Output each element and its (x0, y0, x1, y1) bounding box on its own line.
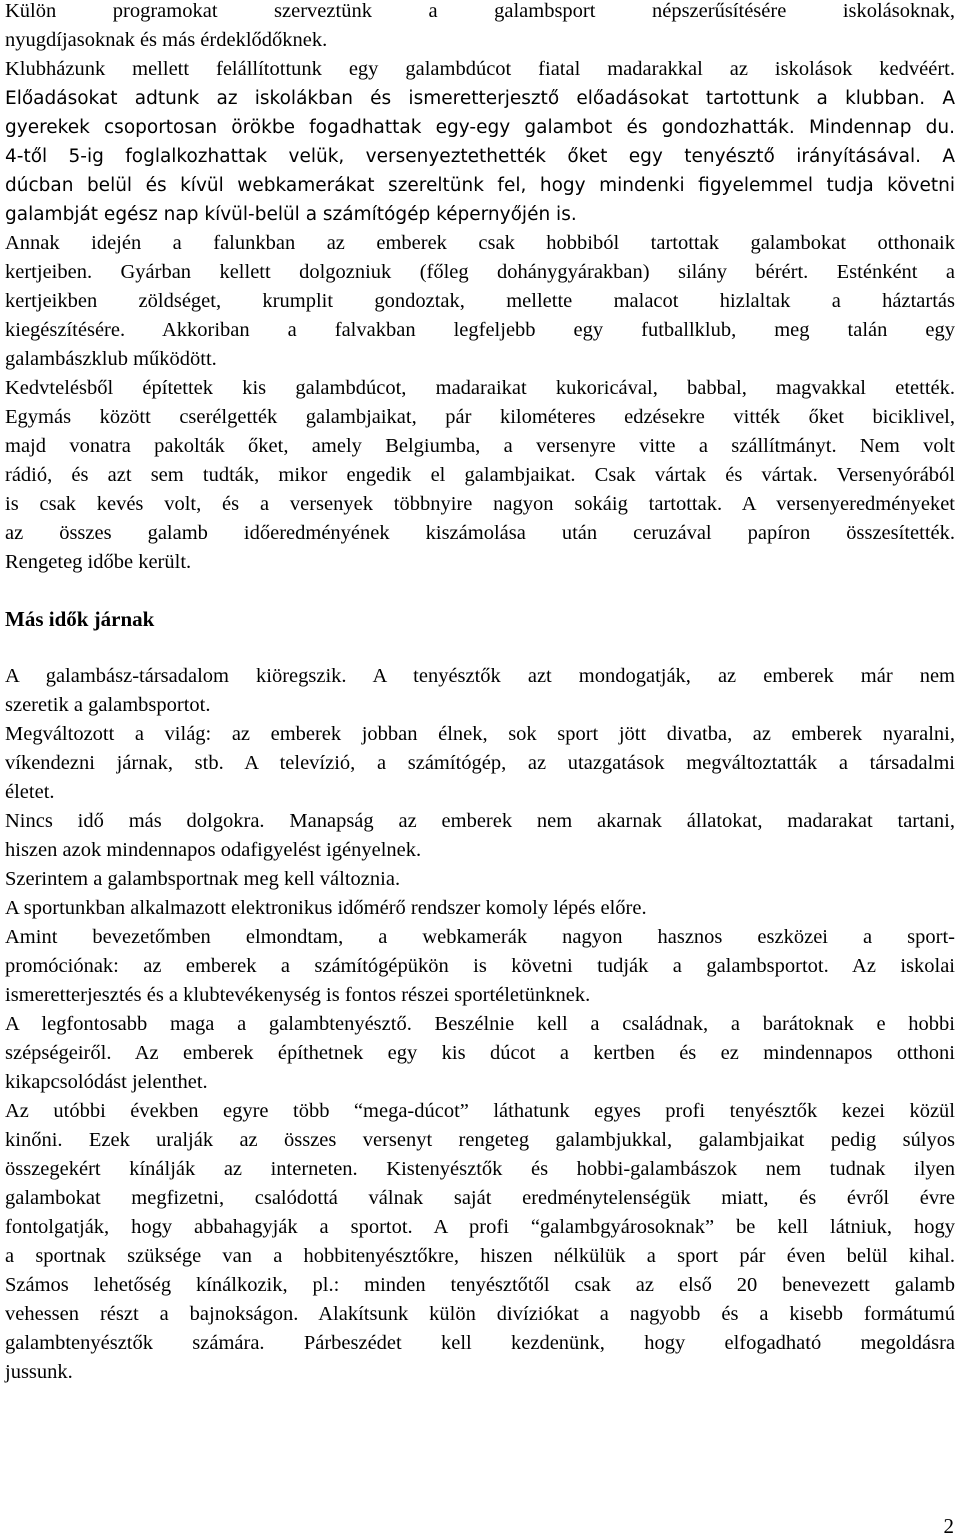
text-line: galambászklub működött. (5, 348, 217, 370)
text-line: Külön programokat szerveztünk a galambsport népszerűsítésére iskolásoknak, (5, 0, 955, 22)
text-line: fontolgatják, hogy abbahagyják a sportot. A profi “galambgyárosoknak” be kell látniuk, hogy (5, 1216, 955, 1238)
section-main (5, 662, 955, 1387)
text-line: összegekért kínálják az interneten. Kistenyésztők és hobbi-galambászok nem tudnak ilyen (5, 1158, 955, 1180)
text-line: kertjeiben. Gyárban kellett dolgozniuk (főleg dohánygyárakban) silány bérért. Esténként a (5, 261, 955, 283)
text-line: életet. (5, 781, 55, 803)
text-line: A legfontosabb maga a galambtenyésztő. Beszélnie kell a családnak, a barátoknak e hobbi (5, 1013, 955, 1035)
text-line: a sportnak szüksége van a hobbitenyésztőkre, hiszen nélkülük a sport pár éven belül kihal. (5, 1245, 955, 1267)
text-line: szeretik a galambsportot. (5, 694, 211, 716)
text-line: Rengeteg időbe került. (5, 551, 192, 573)
text-line: gyerekek csoportosan örökbe fogadhattak egy-egy galambot és gondozhatták. Mindennap du. (5, 117, 955, 138)
text-line: jussunk. (5, 1361, 73, 1383)
page-number: 2 (943, 1514, 954, 1538)
text-line: víkendezni járnak, stb. A televízió, a számítógép, az utazgatások megváltoztatták a társadalmi (5, 752, 955, 774)
text-line: hiszen azok mindennapos odafigyelést igényelnek. (5, 839, 422, 861)
text-line: Nincs idő más dolgokra. Manapság az emberek nem akarnak állatokat, madarakat tartani, (5, 810, 955, 832)
text-line: Egymás között cserélgették galambjaikat, pár kilométeres edzésekre vitték őket biciklivel, (5, 406, 955, 428)
text-line: 4-től 5-ig foglalkozhattak velük, versenyeztethették őket egy tenyésztő irányításával. A (5, 146, 955, 167)
text-line: kertjeikben zöldséget, krumplit gondoztak, mellette malacot hizlaltak a háztartás (5, 290, 955, 312)
text-line: A sportunkban alkalmazott elektronikus időmérő rendszer komoly lépés előre. (5, 897, 647, 919)
text-line: Annak idején a falunkban az emberek csak hobbiból tartottak galambokat otthonaik (5, 232, 955, 254)
text-line: Számos lehetőség kínálkozik, pl.: minden tenyésztőtől csak az első 20 benevezett galamb (5, 1274, 955, 1296)
text-line: az összes galamb időeredményének kiszámolása után ceruzával papíron összesítették. (5, 522, 955, 544)
text-line: majd vonatra pakolták őket, amely Belgiumba, a versenyre vitte a szállítmányt. Nem volt (5, 435, 955, 457)
text-line: kiegészítésére. Akkoriban a falvakban legfeljebb egy futballklub, meg talán egy (5, 319, 955, 341)
text-line: rádió, és azt sem tudták, mikor engedik el galambjaikat. Csak vártak és vártak. Versenyórából (5, 464, 955, 486)
text-line: kinőni. Ezek uralják az összes versenyt rengeteg galambjukkal, galambjaikat pedig súlyos (5, 1129, 955, 1151)
text-line: Előadásokat adtunk az iskolákban és ismeretterjesztő előadásokat tartottunk a klubban. A (5, 88, 955, 109)
text-line: Az utóbbi években egyre több “mega-dúcot” láthatunk egyes profi tenyésztők kezei közül (5, 1100, 955, 1122)
text-line: galambokat megfizetni, csalódottá válnak saját eredménytelenségük miatt, és évről évre (5, 1187, 955, 1209)
section-intro (5, 0, 955, 577)
text-line: Megváltozott a világ: az emberek jobban élnek, sok sport jött divatba, az emberek nyaralni, (5, 723, 955, 745)
text-line: szépségeiről. Az emberek építhetnek egy kis dúcot a kertben és ez mindennapos otthoni (5, 1042, 955, 1064)
text-line: promóciónak: az emberek a számítógépükön is követni tudják a galambsportot. Az iskolai (5, 955, 955, 977)
text-line: galambját egész nap kívül-belül a számítógép képernyőjén is. (5, 204, 577, 225)
section-heading: Más idők járnak (5, 607, 155, 631)
text-line: Kedvtelésből építettek kis galambdúcot, madaraikat kukoricával, babbal, magvakkal etették. (5, 377, 955, 399)
text-line: kikapcsolódást jelenthet. (5, 1071, 208, 1093)
text-line: Szerintem a galambsportnak meg kell változnia. (5, 868, 401, 890)
text-line: nyugdíjasoknak és más érdeklődőknek. (5, 29, 328, 51)
text-line: ismeretterjesztés és a klubtevékenység is fontos részei sportéletünknek. (5, 984, 591, 1006)
text-line: Klubházunk mellett felállítottunk egy galambdúcot fiatal madarakkal az iskolások kedvéért. (5, 58, 955, 80)
text-line: A galambász-társadalom kiöregszik. A tenyésztők azt mondogatják, az emberek már nem (5, 665, 955, 687)
text-line: galambtenyésztők számára. Párbeszédet kell kezdenünk, hogy elfogadható megoldásra (5, 1332, 955, 1354)
text-line: is csak kevés volt, és a versenyek többnyire nagyon sokáig tartottak. A versenyeredményeket (5, 493, 955, 515)
text-line: Amint bevezetőmben elmondtam, a webkamerák nagyon hasznos eszközei a sport- (5, 926, 955, 948)
text-line: vehessen részt a bajnokságon. Alakítsunk külön divíziókat a nagyobb és a kisebb formátumú (5, 1303, 955, 1325)
text-line: dúcban belül és kívül webkamerákat szereltünk fel, hogy mindenki figyelemmel tudja követni (5, 175, 955, 196)
